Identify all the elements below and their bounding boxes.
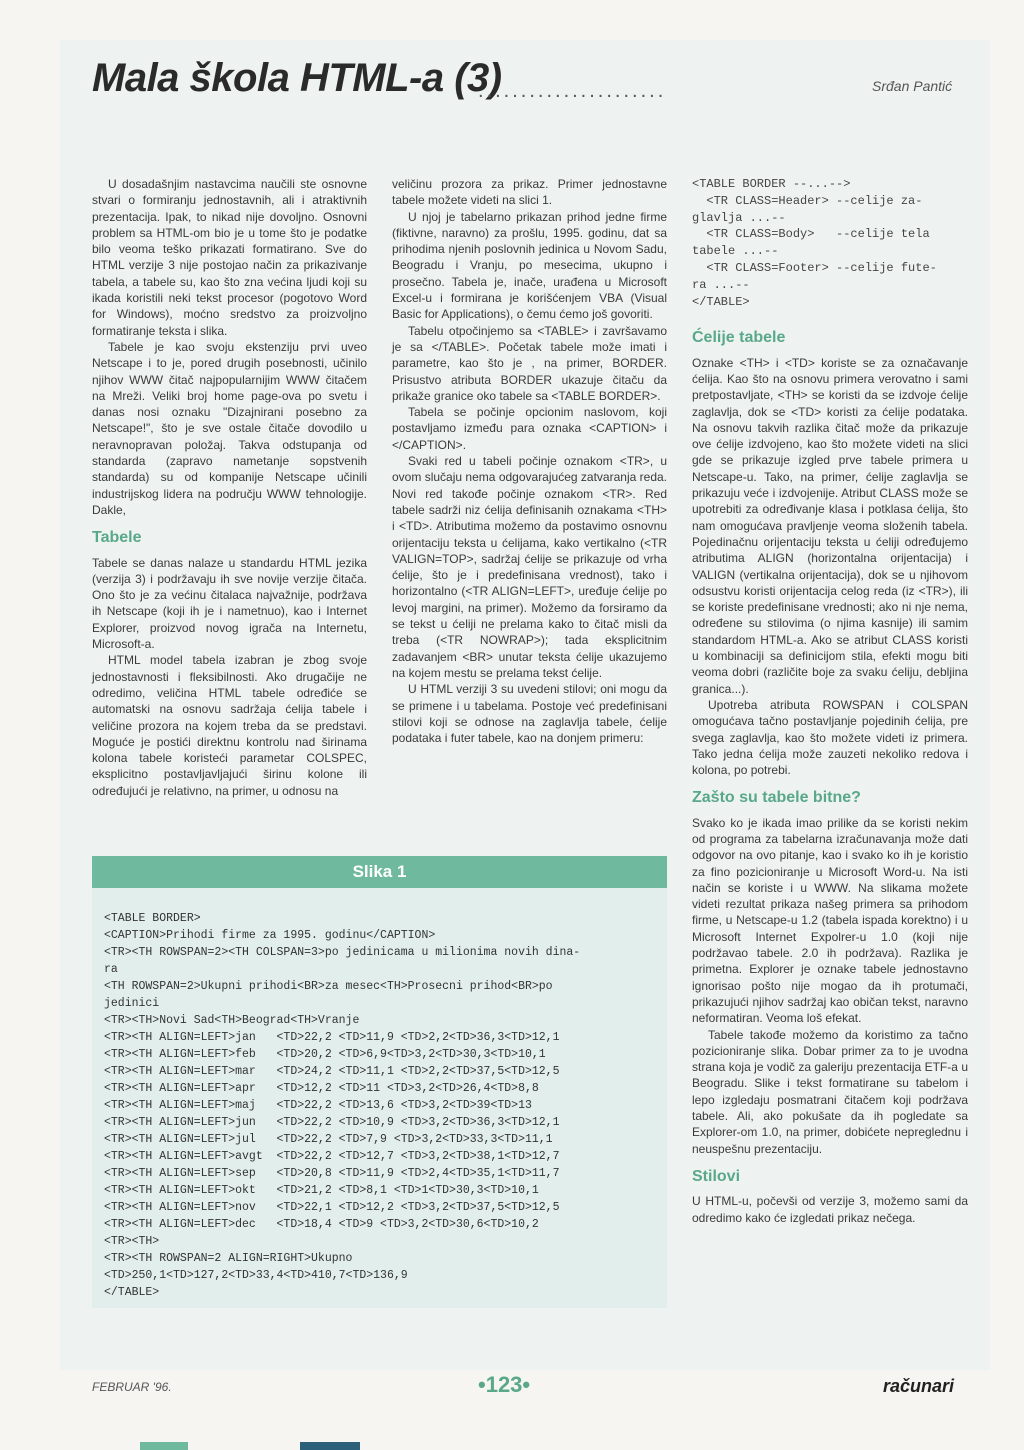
color-tab: [300, 1442, 360, 1450]
paragraph: Upotreba atributa ROWSPAN i COLSPAN omogućava tačno postavljanje pojedinih ćelija, pre svega zaglavlja, kao što možete videti iz primera. Tako jedna ćelija može zauzeti nekoliko redova i kolona, po potrebi.: [692, 697, 968, 778]
figure-code-box: [92, 888, 667, 1308]
paragraph: Tabele takođe možemo da koristimo za tačno pozicioniranje slika. Dobar primer za to je uvodna strana koja je vodič za galeriju prezentacija ETF-a u Beogradu. Slike i tekst formatirane su tabelom i lepo izgledaju posmatrani čitačem koji podržava tabele. Ali, ako pokušate da ih pogledate sa Explorer-om 1.0, na primer, dobićete nepreglednu i neuspešnu prezentaciju.: [692, 1027, 968, 1156]
paragraph: Oznake <TH> i <TD> koriste se za označavanje ćelija. Kao što na osnovu primera verovatno i sami pretpostavljate, <TH> se koristi da se izdvoje ćelije zaglavlja, dok se <TD> koristi za ćelije podataka. Na osnovu takvih razlika čitač može da prikazuje ove ćelije izdvojeno, kao što možete videti na slici gde se prikazuje izgled prve tabele primera u Netscape-u. Tako, na primer, ćelije zaglavlja se prikazuju veće i izdvojenije. Atribut CLASS može se upotrebiti za određivanje klasa i potklasa ćelija, što nam omogućava pravljenje veoma složenih tabela. Pojedinačnu orijentaciju teksta u ćeliji određujemo atributima ALIGN (horizontalna orijentacija) i VALIGN (vertikalna orijentacija), dok se u njihovom odsustvu koristi orijentacija celog reda (iz <TR>), ili se koriste predefinisane vrednosti; ako ni nje nema, određene su stilovima (o njima kasnije) ili samim standardom HTML-a. Ako se atribut CLASS koristi u kombinaciji sa definicijom stila, efekti mogu biti veoma dobri (različite boje za svaku ćeliju, debljina granica...).: [692, 355, 968, 696]
paragraph: U HTML-u, počevši od verzije 3, možemo sami da odredimo kako će izgledati prikaz nečega.: [692, 1194, 968, 1225]
issue-date: FEBRUAR '96.: [92, 1380, 172, 1394]
title-leader-dots: ......................: [478, 80, 667, 102]
section-heading-zasto: Zašto su tabele bitne?: [692, 789, 861, 807]
paragraph: U dosadašnjim nastavcima naučili ste osnovne stvari o formiranju jednostavnih, ali i atraktivnih prezentacija. Ipak, to nikad nije dovoljno. Osnovni problem sa HTML-om bio je u tome što je podatke bilo veoma teško prikazati formatirano. Sve do HTML verzije 3 nije postojao način za prikazivanje tabela, a tabele su, kao što zna većina ljudi koji su ikada koristili neki tekst procesor (pogotovo Word for Windows), moćno sredstvo za proizvoljno formatiranje teksta i slika.: [92, 177, 367, 338]
paragraph: veličinu prozora za prikaz. Primer jednostavne tabele možete videti na slici 1.: [392, 177, 667, 208]
column-3: [692, 176, 968, 1226]
article-title: Mala škola HTML-a (3): [92, 56, 502, 100]
figure-code-listing: <TABLE BORDER> <CAPTION>Prihodi firme za 1995. godinu</CAPTION> <TR><TH ROWSPAN=2><TH COLSPAN=3>po jedinicama u milionima novih dina- ra <TH ROWSPAN=2>Ukupni prihodi<BR>za mesec<TH>Prosecni prihod<BR>po jedinici <TR><TH>Novi Sad<TH>Beograd<TH>Vranje <TR><TH ALIGN=LEFT>jan <TD>22,2 <TD>11,9 <TD>2,2<TD>36,3<TD>12,1 <TR><TH ALIGN=LEFT>feb <TD>20,2 <TD>6,9<TD>3,2<TD>30,3<TD>10,1 <TR><TH ALIGN=LEFT>mar <TD>24,2 <TD>11,1 <TD>2,2<TD>37,5<TD>12,5 <TR><TH ALIGN=LEFT>apr <TD>12,2 <TD>11 <TD>3,2<TD>26,4<TD>8,8 <TR><TH ALIGN=LEFT>maj <TD>22,2 <TD>13,6 <TD>3,2<TD>39<TD>13 <TR><TH ALIGN=LEFT>jun <TD>22,2 <TD>10,9 <TD>3,2<TD>36,3<TD>12,1 <TR><TH ALIGN=LEFT>jul <TD>22,2 <TD>7,9 <TD>3,2<TD>33,3<TD>11,1 <TR><TH ALIGN=LEFT>avgt <TD>22,2 <TD>12,7 <TD>3,2<TD>38,1<TD>12,7 <TR><TH ALIGN=LEFT>sep <TD>20,8 <TD>11,9 <TD>2,4<TD>35,1<TD>11,7 <TR><TH ALIGN=LEFT>okt <TD>21,2 <TD>8,1 <TD>1<TD>30,3<TD>10,1 <TR><TH ALIGN=LEFT>nov <TD>22,1 <TD>12,2 <TD>3,2<TD>37,5<TD>12,5 <TR><TH ALIGN=LEFT>dec <TD>18,4 <TD>9 <TD>3,2<TD>30,6<TD>10,2 <TR><TH> <TR><TH ROWSPAN=2 ALIGN=RIGHT>Ukupno <TD>250,1<TD>127,2<TD>33,4<TD>410,7<TD>136,9 </TABLE>: [104, 912, 581, 1299]
figure-label: Slika 1: [92, 856, 667, 888]
paragraph: U njoj je tabelarno prikazan prihod jedne firme (fiktivne, naravno) za prošlu, 1995. godinu, dat sa prihodima njenih poslovnih jedinica u Novom Sadu, Beogradu i Vranju, po mesecima, ukupno i prosečno. Tabela je, inače, urađena u Microsoft Excel-u i formirana je korišćenjem VBA (Visual Basic for Applications), o čemu ćemo još govoriti.: [392, 209, 667, 322]
code-snippet-styles: <TABLE BORDER --...--> <TR CLASS=Header> --celije za- glavlja ...-- <TR CLASS=Body> --celije tela tabele ...-- <TR CLASS=Footer> --celije fute- ra ...-- </TABLE>: [692, 177, 937, 309]
paragraph: Tabele se danas nalaze u standardu HTML jezika (verzija 3) i podržavaju ih sve novije verzije čitača. Ono što je za većinu čitalaca najvažnije, podržava ih Netscape (koji ih je i nametnuo), kao i Internet Explorer, proizvod novog igrača na Internetu, Microsoft-a.: [92, 555, 367, 652]
paragraph: Tabela se počinje opcionim naslovom, koji postavljamo između para oznaka <CAPTION> i </CAPTION>.: [392, 405, 667, 452]
column-2: [392, 176, 667, 746]
section-heading-stilovi: Stilovi: [692, 1167, 741, 1185]
column-1: [92, 176, 367, 799]
color-tab: [140, 1442, 188, 1450]
section-heading-celije: Ćelije tabele: [692, 329, 786, 347]
paragraph: Svako ko je ikada imao prilike da se koristi nekim od programa za tabelarna izračunavanja može dati odgovor na ovo pitanje, kao i svako ko ih je koristio za fino pozicioniranje u Microsoft Word-u. Na isti način se koriste i u WWW. Na slikama možete videti rezultat prikaza našeg primera sa prihodom firme, u Netscape-u 1.2 (tabela ispada korektno) i u Microsoft Internet Expolrer-u 1.0 (koji nije podržavao tabele. 2.0 ih podržava). Razlika je primetna. Explorer je oznake tabele jednostavno ignorisao pošto nije mogao da ih protumači, prikazujući njihov sadržaj kao običan tekst, naravno neformatiran. Veoma loš efekat.: [692, 815, 968, 1026]
article-author: Srđan Pantić: [872, 78, 953, 94]
page-number: •123•: [478, 1372, 531, 1397]
paragraph: Tabele je kao svoju ekstenziju prvi uveo Netscape i to je, pored drugih posebnosti, učinilo njihov WWW čitač najpopularnijim WWW čitačem na Mreži. Veliki broj home page-ova po svetu i danas nosi oznaku "Dizajnirani posebno za Netscape!", što je sve ostale čitače dovodilo u neravnopravan položaj. Takva odstupanja od standarda (zapravo nametanje sopstvenih standarda) su od kompanije Netscape učinili industrijskog lidera na području WWW tehnologije. Dakle,: [92, 339, 367, 517]
paragraph: U HTML verziji 3 su uvedeni stilovi; oni mogu da se primene i u tabelama. Postoje već predefinisani stilovi koji se odnose na zaglavlja tabele, ćelije podataka i futer tabele, kao na donjem primeru:: [392, 682, 667, 746]
paragraph: Tabelu otpočinjemo sa <TABLE> i završavamo je sa </TABLE>. Početak tabele može imati i parametre, kao što je , na primer, BORDER. Prisustvo atributa BORDER ukazuje čitaču da prikaže granice oko tabele sa <TABLE BORDER>.: [392, 323, 667, 403]
section-heading-tabele: Tabele: [92, 529, 142, 547]
paragraph: Svaki red u tabeli počinje oznakom <TR>, u ovom slučaju nema odgovarajućeg zatvaranja reda. Novi red takođe počinje oznakom <TR>. Red tabele sadrži niz ćelija definisanih oznakama <TH> i <TD>. Atributima možemo da postavimo osnovnu orijentaciju teksta u ćelijama, kako vertikalno (<TR VALIGN=TOP>, sadržaj ćelije se prikazuje od vrha ćelije, što je i predefinisana vrednost), tako i horizontalno (<TR ALIGN=LEFT>, uređuje ćelije po levoj margini, na primer). Možemo da forsiramo da se tekst u ćeliji ne prelama kako to čitač misli da treba (<TR NOWRAP>); tada eksplicitnim zadavanjem <BR> unutar teksta ćelije ukazujemo na kojem mestu se prelama tekst ćelije.: [392, 454, 667, 680]
paragraph: HTML model tabela izabran je zbog svoje jednostavnosti i fleksibilnosti. Ako drugačije ne odredimo, veličina HTML tabele određiće se automatski na osnovu sadržaja ćelija tabele i veličine prozora na kojem treba da se predstavi. Moguće je postići direktnu kontrolu nad širinama kolona tabele koristeći parametar COLSPEC, eksplicitno postavljavljajući širinu kolone ili određujući je relativno, na primer, u odnosu na: [92, 653, 367, 798]
magazine-name: računari: [883, 1376, 955, 1396]
